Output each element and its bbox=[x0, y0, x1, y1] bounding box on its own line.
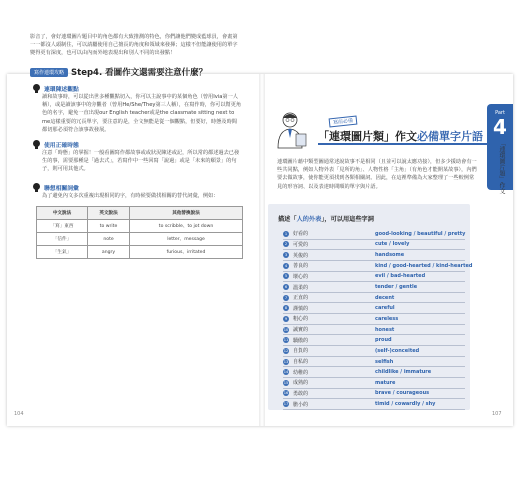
section-tag: 寫作連環攻略 bbox=[30, 68, 68, 77]
list-item bbox=[283, 240, 465, 251]
part-label: Part bbox=[495, 110, 505, 116]
box-title-post: 」，可以用這些字詞 bbox=[321, 216, 374, 223]
tip-block-3 bbox=[32, 183, 242, 200]
item-number-badge: 3 bbox=[284, 253, 288, 258]
chinese-word: 可愛的 bbox=[293, 241, 309, 248]
english-word: decent bbox=[375, 294, 395, 301]
chinese-word: 成熟的 bbox=[293, 380, 309, 387]
english-word: kind / good-hearted / kind-hearted bbox=[375, 262, 473, 269]
english-word: brave / courageous bbox=[375, 390, 430, 397]
book-gutter bbox=[259, 74, 265, 426]
chinese-word: 好看的 bbox=[293, 231, 309, 238]
item-number-badge: 7 bbox=[284, 295, 288, 300]
chinese-word: 溫柔的 bbox=[293, 284, 309, 291]
english-word: cute / lovely bbox=[375, 241, 410, 248]
title-underline bbox=[318, 143, 488, 145]
table-header: 其他替換說法 bbox=[130, 207, 243, 220]
english-word: childlike / immature bbox=[375, 369, 432, 376]
section-title: Step4. 看圖作文還需要注意什麼？ bbox=[71, 68, 208, 78]
lightbulb-icon bbox=[32, 140, 41, 149]
part-number: 4 bbox=[493, 115, 507, 139]
title-accent: 必備單字片語 bbox=[417, 130, 483, 143]
title-main: 「連環圖片類」作文 bbox=[318, 130, 417, 143]
tip-block-1 bbox=[32, 84, 242, 134]
item-number-badge: 2 bbox=[284, 242, 288, 247]
tip-label: 使用正確時態 bbox=[44, 143, 79, 149]
right-page-number: 107 bbox=[492, 411, 502, 417]
english-word: careless bbox=[375, 315, 399, 322]
box-title-pre: 描述「 bbox=[278, 216, 297, 223]
item-number-badge: 8 bbox=[284, 306, 288, 311]
left-page-number: 104 bbox=[14, 411, 24, 417]
item-number-badge: 6 bbox=[284, 285, 288, 290]
item-number-badge: 15 bbox=[283, 380, 289, 385]
english-word: (self-)conceited bbox=[375, 347, 420, 354]
list-item bbox=[283, 357, 465, 368]
english-word: tender / gentle bbox=[375, 284, 418, 291]
tip-label: 聯想相關詞彙 bbox=[44, 186, 79, 192]
table-cell: note bbox=[88, 233, 130, 246]
english-word: mature bbox=[375, 379, 396, 386]
list-item bbox=[283, 293, 465, 304]
chinese-word: 膽小的 bbox=[293, 401, 309, 408]
list-item bbox=[283, 389, 465, 400]
table-cell: 「信件」 bbox=[37, 233, 88, 246]
item-number-badge: 12 bbox=[283, 348, 289, 353]
list-item bbox=[283, 325, 465, 336]
english-word: evil / bad-hearted bbox=[375, 273, 426, 280]
chinese-word: 謹慎的 bbox=[293, 305, 309, 312]
lightbulb-icon bbox=[32, 183, 41, 192]
chinese-word: 驕傲的 bbox=[293, 337, 309, 344]
list-item bbox=[283, 261, 473, 272]
chinese-word: 勇敢的 bbox=[293, 390, 309, 397]
table-row bbox=[37, 220, 243, 233]
list-item bbox=[283, 282, 465, 293]
left-intro-paragraph: 影音了，會好連環圖片題目中的角色都有大致推測的特色，你們讓他們變成藍球員，會畫第一一都沒人頭制住，可以請屬使用自己擅長的角度和領域來發揮；這樣不但能讓使用的單字變得更有深度，也可以由內而外地表現出和別人不同的出發點！ bbox=[30, 34, 238, 57]
table-cell: letter、message bbox=[130, 233, 243, 246]
item-number-badge: 17 bbox=[283, 402, 289, 407]
right-intro-paragraph: 連環圖片藉中類型圖通常述說故事不是相同（且並可以說太應功接），但多少援助會有一些共同點，例如人物外表「見所的角」、人物性格「主角」（有角色才能開某故事），內們要去做故事，使你能更須找到各類相關詞。因此，在這裡準備為大家整理了一些較例常見的形容詞、以及表達時間順的單字與片語。 bbox=[277, 159, 477, 190]
table-row bbox=[37, 233, 243, 246]
tip-text: 讀和故事時，可以從出世多種觀點切入，你可以主說事中的某個角色（曾用Ivia第一人稱），或是讀該事中的旁觀者（曾用He/She/They第三人稱），在寫作時，你可以幫更角色的名字，避免一直出現our English teacher或是the classmate sitting next to me這樣重要的冗長單字，要注意的是，全文無能是從一個觀點，但要好，時態及時間都切那必須符合該事故發展。 bbox=[42, 94, 242, 133]
table-cell: 「寫」東西 bbox=[37, 220, 88, 233]
table-cell: to write bbox=[88, 220, 130, 233]
tip-text: 為了避免內文多次重複出現相同的字，有時候要做找相關的替代詞彙，例如： bbox=[42, 193, 219, 199]
chinese-word: 善良的 bbox=[293, 263, 309, 270]
list-item bbox=[283, 314, 465, 325]
table-row bbox=[37, 246, 243, 259]
chinese-word: 自私的 bbox=[293, 359, 309, 365]
chinese-word: 正直的 bbox=[293, 295, 309, 302]
list-item bbox=[283, 303, 465, 314]
tip-block-2 bbox=[32, 140, 242, 174]
chinese-word: 幼稚的 bbox=[293, 369, 309, 376]
english-word: good-looking / beautiful / pretty bbox=[375, 230, 466, 237]
item-number-badge: 14 bbox=[283, 370, 289, 375]
english-word: proud bbox=[375, 337, 392, 344]
tip-label: 連環陳述觀點 bbox=[44, 87, 79, 93]
teacher-illustration bbox=[268, 108, 312, 152]
chinese-word: 英俊的 bbox=[293, 252, 309, 259]
section-heading bbox=[30, 66, 242, 78]
table-cell: 「生氣」 bbox=[37, 246, 88, 259]
stamp-label: 寫前必備 bbox=[329, 116, 358, 128]
english-word: careful bbox=[375, 305, 395, 312]
list-item bbox=[283, 346, 465, 357]
item-number-badge: 5 bbox=[284, 274, 288, 279]
list-item bbox=[283, 335, 465, 346]
right-page-title bbox=[318, 128, 483, 144]
item-number-badge: 1 bbox=[284, 231, 288, 236]
table-header: 中文說法 bbox=[37, 207, 88, 220]
chapter-side-label: 「連環圖片題」作文 bbox=[498, 140, 505, 194]
list-item bbox=[283, 229, 465, 240]
list-item bbox=[283, 378, 465, 389]
chinese-word: 粗心的 bbox=[293, 316, 309, 323]
english-word: timid / cowardly / shy bbox=[375, 401, 436, 408]
list-item bbox=[283, 367, 465, 378]
item-number-badge: 16 bbox=[283, 391, 289, 396]
item-number-badge: 9 bbox=[284, 316, 288, 321]
english-word: honest bbox=[375, 326, 395, 333]
item-number-badge: 11 bbox=[283, 338, 289, 343]
lightbulb-icon bbox=[32, 84, 41, 93]
list-item bbox=[283, 272, 465, 283]
english-word: selfish bbox=[375, 358, 394, 365]
chinese-word: 壞心的 bbox=[293, 273, 309, 280]
vocab-list bbox=[283, 229, 473, 410]
vocab-box-title bbox=[278, 214, 374, 223]
chinese-word: 自負的 bbox=[293, 348, 309, 355]
item-number-badge: 4 bbox=[284, 263, 288, 268]
table-cell: furious、irritated bbox=[130, 246, 243, 259]
box-title-topic: 人的外表 bbox=[296, 216, 322, 223]
table-cell: angry bbox=[88, 246, 130, 259]
tip-text: 注意「時態」的掌握！一般看圖寫作都故事或或狀況陳述或記，所以常的都述過去已發生的事，需要那種是「過去式」，若寫作中一些回寫「說過」或是「未來的願景」的句子，則可用其他式。 bbox=[42, 150, 240, 173]
replacement-table bbox=[36, 206, 243, 259]
item-number-badge: 13 bbox=[283, 359, 289, 364]
chinese-word: 誠實的 bbox=[293, 327, 309, 334]
table-header: 英文說法 bbox=[88, 207, 130, 220]
item-number-badge: 10 bbox=[283, 327, 289, 332]
english-word: handsome bbox=[375, 252, 405, 259]
table-cell: to scribble、to jot down bbox=[130, 220, 243, 233]
list-item bbox=[283, 250, 465, 261]
list-item bbox=[283, 399, 465, 410]
